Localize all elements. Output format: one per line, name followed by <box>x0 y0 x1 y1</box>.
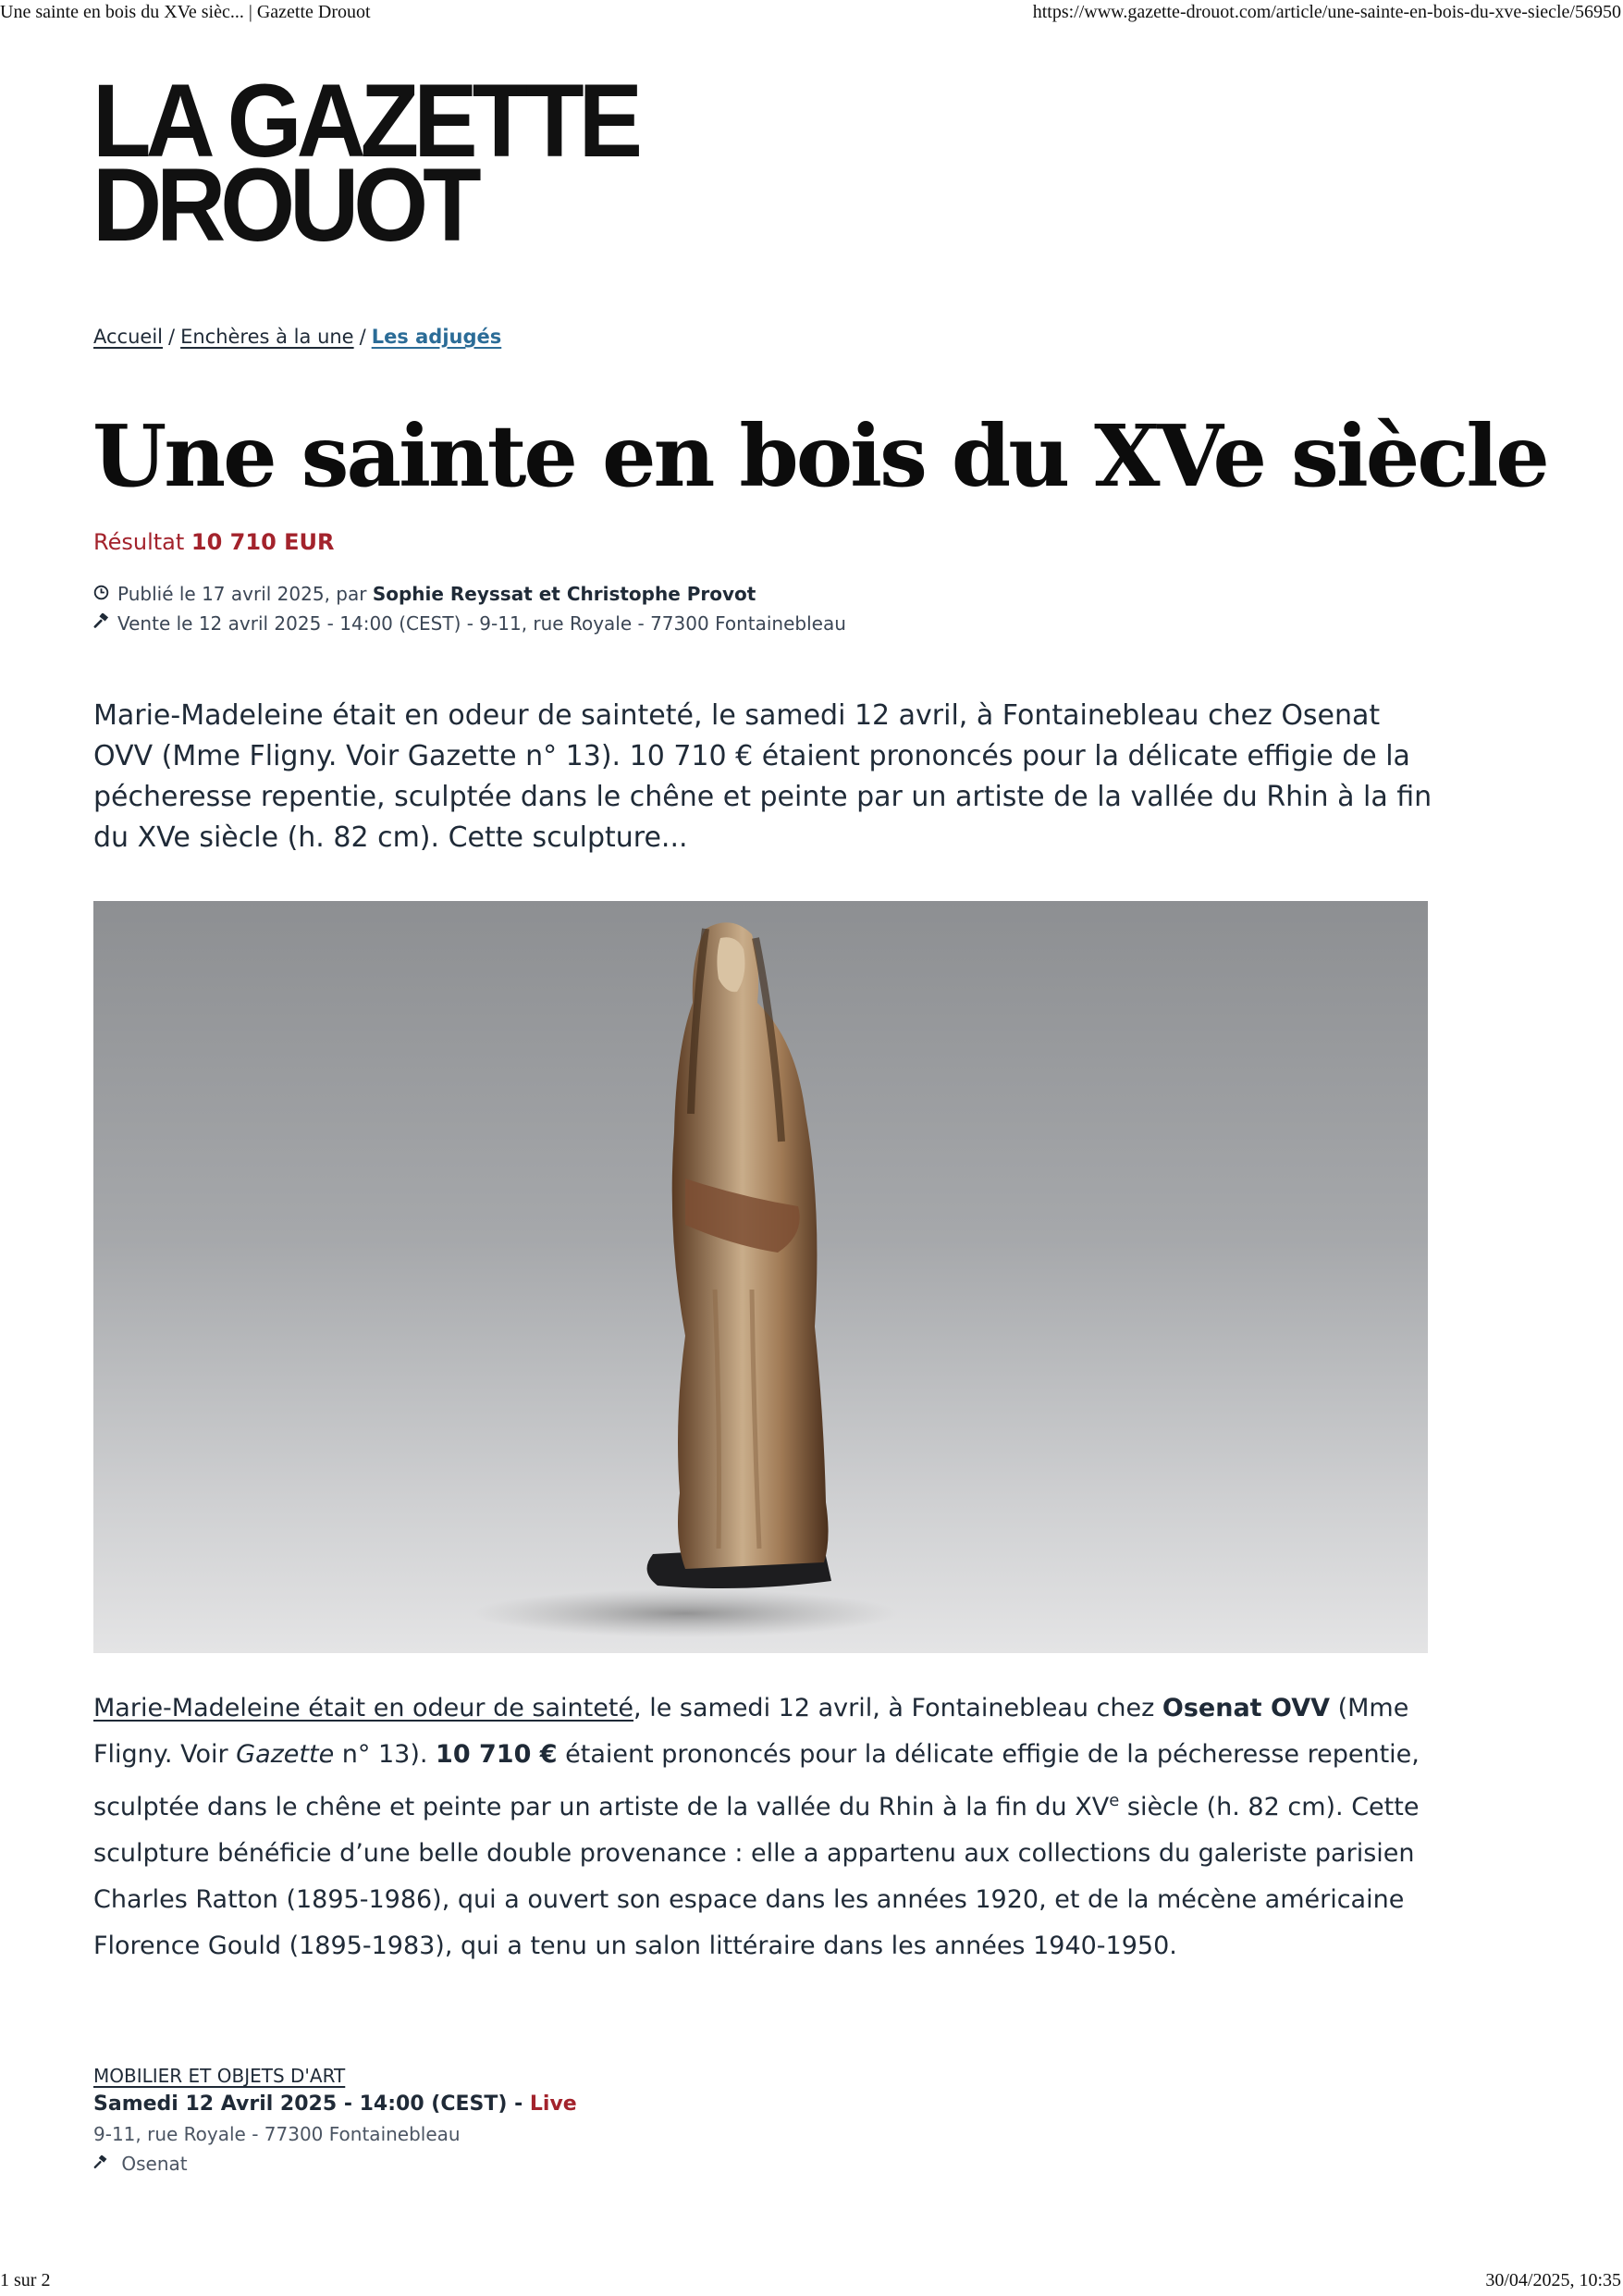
print-footer <box>0 2268 1623 2296</box>
page-count: 1 sur 2 <box>0 2270 51 2290</box>
print-timestamp: 30/04/2025, 10:35 <box>1485 2270 1621 2290</box>
sculpture-illustration <box>93 901 1428 1653</box>
print-header-url: https://www.gazette-drouot.com/article/une-sainte-en-bois-du-xve-siecle/56950 <box>1032 2 1621 22</box>
print-header-title: Une sainte en bois du XVe sièc... | Gazette Drouot <box>0 2 371 22</box>
logo-line-2: DROUOT <box>92 147 476 264</box>
sale-event-card <box>93 2065 577 2175</box>
hammer-price: 10 710 € <box>436 1740 558 1769</box>
sale-date <box>93 2092 577 2116</box>
body-text-2: (Mme Fligny. Voir <box>93 1694 1409 1769</box>
breadcrumb-adjuges[interactable]: Les adjugés <box>371 326 502 348</box>
auction-house-name: Osenat OVV <box>1162 1694 1330 1722</box>
breadcrumb-separator: / <box>359 326 366 348</box>
result-value: 10 710 EUR <box>191 529 335 555</box>
sale-house-name: Osenat <box>121 2153 188 2175</box>
site-logo[interactable] <box>92 63 637 264</box>
sale-date-text: Samedi 12 Avril 2025 - 14:00 (CEST) - <box>93 2092 523 2116</box>
body-text-5: siècle (h. 82 cm). Cette sculpture bénéficie d’une belle double provenance : elle a appartenu aux collections du galeriste parisien Charles Ratton (1895-1986), qui a ouvert son espace dans les années 1920, et de la mécène américaine Florence Gould (1895-1983), qui a tenu un salon littéraire dans les années 1940-1950. <box>93 1793 1420 1960</box>
gavel-icon <box>93 612 110 635</box>
sale-address: 9-11, rue Royale - 77300 Fontainebleau <box>93 2123 461 2145</box>
result-line <box>93 529 335 555</box>
gazette-ref: Gazette <box>236 1740 335 1769</box>
gavel-icon <box>93 2153 116 2175</box>
logo-line-1: LA GAZETTE <box>92 63 637 179</box>
breadcrumb-separator: / <box>168 326 176 348</box>
sculpture-photo <box>93 901 1428 1653</box>
sale-info[interactable]: Vente le 12 avril 2025 - 14:00 (CEST) - 9-11, rue Royale - 77300 Fontainebleau <box>117 612 846 635</box>
breadcrumb <box>93 326 501 348</box>
article-authors[interactable]: Sophie Reyssat et Christophe Provot <box>372 583 756 605</box>
article-title: Une sainte en bois du XVe siècle <box>92 406 1547 506</box>
century-superscript: e <box>1109 1791 1120 1810</box>
sale-category-link[interactable]: MOBILIER ET OBJETS D'ART <box>93 2065 346 2087</box>
sale-line <box>93 612 846 635</box>
result-label: Résultat <box>93 529 185 555</box>
breadcrumb-encheres[interactable]: Enchères à la une <box>180 326 354 348</box>
print-header <box>0 0 1623 28</box>
article-body <box>93 1685 1434 1969</box>
body-text-4: étaient prononcés pour la délicate effigie de la pécheresse repentie, sculptée dans le chêne et peinte par un artiste de la vallée du Rhin à la fin du XV <box>93 1740 1420 1821</box>
article-lead: Marie-Madeleine était en odeur de sainteté, le samedi 12 avril, à Fontainebleau chez Osenat OVV (Mme Fligny. Voir Gazette n° 13). 10 710 € étaient prononcés pour la délicate effigie de la pécheresse repentie, sculptée dans le chêne et peinte par un artiste de la vallée du Rhin à la fin du XVe siècle (h. 82 cm). Cette sculpture... <box>93 699 1432 854</box>
body-link[interactable]: Marie-Madeleine était en odeur de sainteté <box>93 1694 634 1722</box>
clock-icon <box>93 583 110 605</box>
body-text-1: , le samedi 12 avril, à Fontainebleau chez <box>633 1694 1162 1722</box>
sale-house[interactable] <box>93 2153 577 2175</box>
live-badge[interactable]: Live <box>529 2092 577 2116</box>
breadcrumb-home[interactable]: Accueil <box>93 326 163 348</box>
published-prefix: Publié le 17 avril 2025, par <box>117 583 367 605</box>
body-text-3: n° 13). <box>334 1740 436 1769</box>
published-line <box>93 583 756 605</box>
